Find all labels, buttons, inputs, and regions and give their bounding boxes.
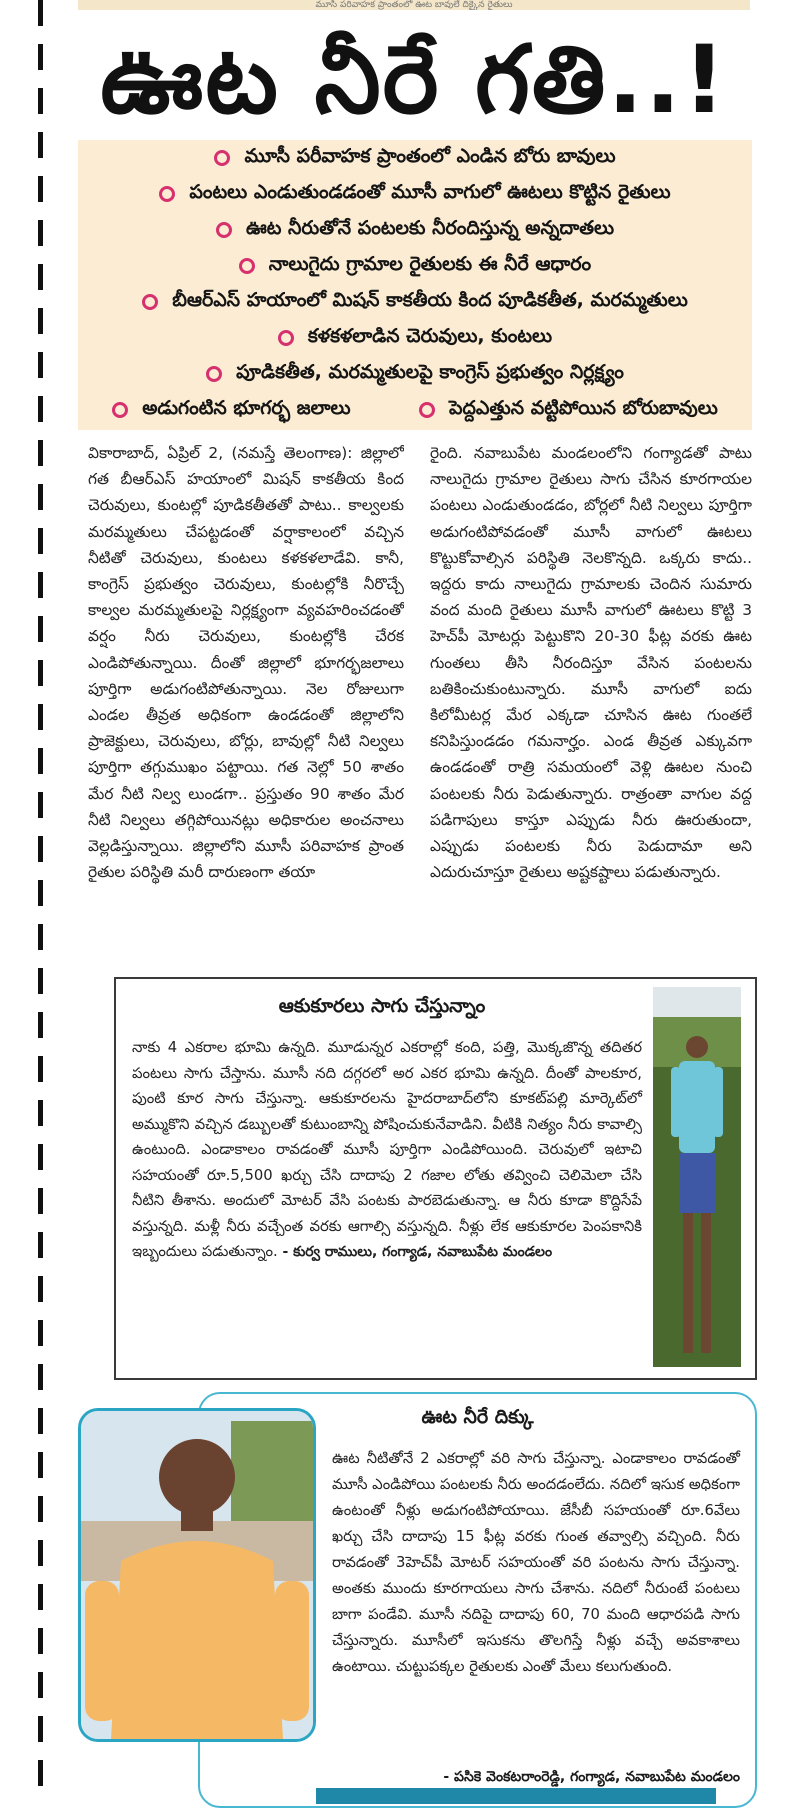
quote-text: ఊట నీటితోనే 2 ఎకరాల్లో వరి సాగు చేస్తున్నా. ఎండాకాలం రావడంతో మూసీ ఎండిపోయి పంటలకు నీరు అందడంలేదు. నదిలో ఇసుక అధికంగా ఉంటంతో నీళ్లు అడుగంటిపోయాయి. జేసీబీ సహయంతో రూ.6వేలు ఖర్చు చేసి దాదాపు 15 ఫీట్ల వరకు గుంత తవ్వాల్సి వచ్చింది. నీరు రావడంతో 3హెచ్‌పీ మోటర్ సహయంతో వరి పంటను సాగు చేస్తున్నా. అంతకు ముందు కూరగాయలు సాగు చేశాను. నదిలో నీరుంటే పంటలు బాగా పండేవి. మూసీ నదిపై దాదాపు 60, 70 మంది ఆధారపడి సాగు చేస్తున్నారు. మూసీలో ఇసుకను తొలగిస్తే నీళ్లు వచ్చే అవకాశాలు ఉంటాయి. చుట్టుపక్కల రైతులకు ఎంతో మేలు కలుగుతుంది. <box>332 1450 740 1675</box>
highlight-item <box>78 356 752 392</box>
highlight-text: అడుగంటిన భూగర్భ జలాలు <box>142 396 351 419</box>
highlight-item <box>112 397 350 424</box>
article-column-right <box>430 440 752 960</box>
highlight-item <box>78 248 752 284</box>
highlight-text: పంటలు ఎండుతుండడంతో మూసీ వాగులో ఊటలు కొట్టిన రైతులు <box>189 180 671 203</box>
highlight-item <box>78 176 752 212</box>
highlight-text: పెద్దఎత్తున వట్టిపోయిన బోరుబావులు <box>448 396 718 419</box>
farmer-photo-2-frame <box>78 1408 316 1742</box>
bullet-ring-icon <box>142 294 158 310</box>
highlight-item <box>78 284 752 320</box>
highlight-text: పూడికతీత, మరమ్మతులపై కాంగ్రెస్ ప్రభుత్వం నిర్లక్ష్యం <box>236 360 624 383</box>
highlight-item <box>78 140 752 176</box>
bullet-ring-icon <box>239 258 255 274</box>
bullet-ring-icon <box>278 330 294 346</box>
highlight-text: కళకళలాడిన చెరువులు, కుంటలు <box>307 324 553 347</box>
quote-body: నాకు 4 ఎకరాల భూమి ఉన్నది. మూడున్నర ఎకరాల్లో కంది, పత్తి, మొక్కజొన్న తదితర పంటలు సాగు చేస్తాను. మూసీ నది దగ్గరలో అర ఎకర భూమి ఉన్నది. దీంతో పాలకూర, పుంటి కూర సాగు చేస్తున్నా. ఆకుకూరలను హైదరాబాద్‌లోని కూకట్‌పల్లి మార్కెట్‌లో అమ్ముకొని వచ్చిన డబ్బులతో కుటుంబాన్ని పోషించుకునేవాడిని. వీటికి నిత్యం నీరు కావాల్సి ఉంటుంది. ఎండాకాలం రావడంతో మూసీ పూర్తిగా ఎండిపోయింది. చెరువులో ఇటాచి సహయంతో రూ.5,500 ఖర్చు చేసి దాదాపు 2 గజాల లోతు తవ్వించి చెలిమెలా చేసి నీటిని తీశాను. అందులో మోటర్ వేసి పంటకు పారబెడుతున్నా. ఆ నీరు కూడా కొద్దిసేపే వస్తున్నది. మళ్లీ నీరు వచ్చేంత వరకు ఆగాల్సి వస్తున్నది. నీళ్లు లేక ఆకుకూరల పెంపకానికి ఇబ్బందులు పడుతున్నాం. <box>132 1039 642 1260</box>
bullet-ring-icon <box>206 366 222 382</box>
bullet-ring-icon <box>214 150 230 166</box>
highlight-item-pair <box>78 392 752 428</box>
article-text: రైంది. నవాబుపేట మండలంలోని గంగ్యాడతో పాటు నాలుగైదు గ్రామాల రైతులు సాగు చేసిన కూరగాయల పంటలు ఎండుతుండడం, బోర్లలో నీటి నిల్వలు పూర్తిగా అడుగంటిపోవడంతో మూసీ వాగులో ఊటలు కొట్టుకోవాల్సిన పరిస్థితి నెలకొన్నది. ఒక్కరు కాదు.. ఇద్దరు కాదు నాలుగైదు గ్రామాలకు చెందిన సుమారు వంద మంది రైతులు మూసీ వాగులో ఊటలు కొట్టి 3 హెచ్‌పీ మోటర్లు పెట్టుకొని 20-30 ఫీట్ల వరకు ఊట గుంతలు తీసి నీరందిస్తూ వేసిన పంటలను బతికించుకుంటున్నారు. మూసీ వాగులో ఐదు కిలోమీటర్ల మేర ఎక్కడా చూసిన ఊట గుంతలే కనిపిస్తుండడం గమనార్హం. ఎండ తీవ్రత ఎక్కువగా ఉండడంతో రాత్రి సమయంలో వెళ్లి ఊటల నుంచి పంటలకు నీరు పెడుతున్నారు. రాత్రంతా వాగుల వద్ద పడిగాపులు కాస్తూ ఎప్పుడు నీరు ఊరుతుందా, ఎప్పుడు పంటలకు నీరు పెడుదామా అని ఎదురుచూస్తూ రైతులు అష్టకష్టాలు పడుతున్నారు. <box>430 444 752 882</box>
quote-byline: - కుర్వ రాములు, గంగ్యాడ, నవాబుపేట మండలం <box>282 1244 553 1260</box>
bullet-ring-icon <box>112 402 128 418</box>
kicker-strip: మూసీ పరివాహక ప్రాంతంలో ఊట బావులే దిక్కైన రైతులు <box>78 0 750 10</box>
highlights-band <box>78 140 752 430</box>
footer-bar <box>316 1788 716 1804</box>
bullet-ring-icon <box>419 402 435 418</box>
highlight-item <box>78 320 752 356</box>
farmer-photo-2 <box>81 1411 313 1739</box>
quote-text <box>132 1035 642 1266</box>
cut-dashed-rule <box>38 0 43 1804</box>
bullet-ring-icon <box>159 186 175 202</box>
highlight-text: మూసీ పరీవాహక ప్రాంతంలో ఎండిన బోరు బావులు <box>244 144 616 167</box>
bullet-ring-icon <box>216 222 232 238</box>
highlight-text: ఊట నీరుతోనే పంటలకు నీరందిస్తున్న అన్నదాతలు <box>245 216 615 239</box>
article-column-left <box>88 440 404 960</box>
highlight-item <box>78 212 752 248</box>
highlight-text: నాలుగైదు గ్రామాల రైతులకు ఈ నీరే ఆధారం <box>268 252 592 275</box>
farmer-quote-box-1 <box>114 977 757 1380</box>
quote-byline: - పసికె వెంకటరాంరెడ్డి, గంగ్యాడ, నవాబుపేట మండలం <box>443 1769 740 1785</box>
quote-title: ఆకుకూరలు సాగు చేస్తున్నాం <box>278 995 486 1017</box>
farmer-photo-1 <box>653 987 741 1367</box>
highlight-item <box>419 397 718 424</box>
article-text: వికారాబాద్, ఏప్రిల్ 2, (నమస్తే తెలంగాణ): జిల్లాలో గత బీఆర్ఎస్ హయాంలో మిషన్ కాకతీయ కింద చెరువులు, కుంటల్లో పూడికతీతతో పాటు.. కాల్వలకు మరమ్మతులు చేపట్టడంతో వర్షాకాలంలో వచ్చిన నీటితో చెరువులు, కుంటలు కళకళలాడేవి. కానీ, కాంగ్రెస్ ప్రభుత్వం చెరువులు, కుంటల్లోకి నీరొచ్చే కాల్వల మరమ్మతులపై నిర్లక్ష్యంగా వ్యవహరించడంతో వర్షం నీరు చెరువులు, కుంటల్లోకి చేరక ఎండిపోతున్నాయి. దీంతో జిల్లాలో భూగర్భజలాలు పూర్తిగా అడుగంటిపోతున్నాయి. నెల రోజులుగా ఎండల తీవ్రత అధికంగా ఉండడంతో జిల్లాలోని ప్రాజెక్టులు, చెరువులు, బోర్లు, బావుల్లో నీటి నిల్వలు పూర్తిగా తగ్గుముఖం పట్టాయి. గత నెల్లో 50 శాతం మేర నీటి నిల్వ లుండగా.. ప్రస్తుతం 90 శాతం మేర నీటి నిల్వలు తగ్గిపోయినట్లు అధికారుల అంచనాలు వెల్లడిస్తున్నాయి. జిల్లాలోని మూసీ పరివాహక ప్రాంత రైతుల పరిస్థితి మరీ దారుణంగా తయా <box>88 444 404 882</box>
quote-title: ఊట నీరే దిక్కు <box>421 1406 534 1428</box>
highlight-text: బీఆర్ఎస్ హయాంలో మిషన్ కాకతీయ కింద పూడికతీత, మరమ్మతులు <box>172 288 688 311</box>
headline: ఊట నీరే గతి..! <box>100 26 728 135</box>
